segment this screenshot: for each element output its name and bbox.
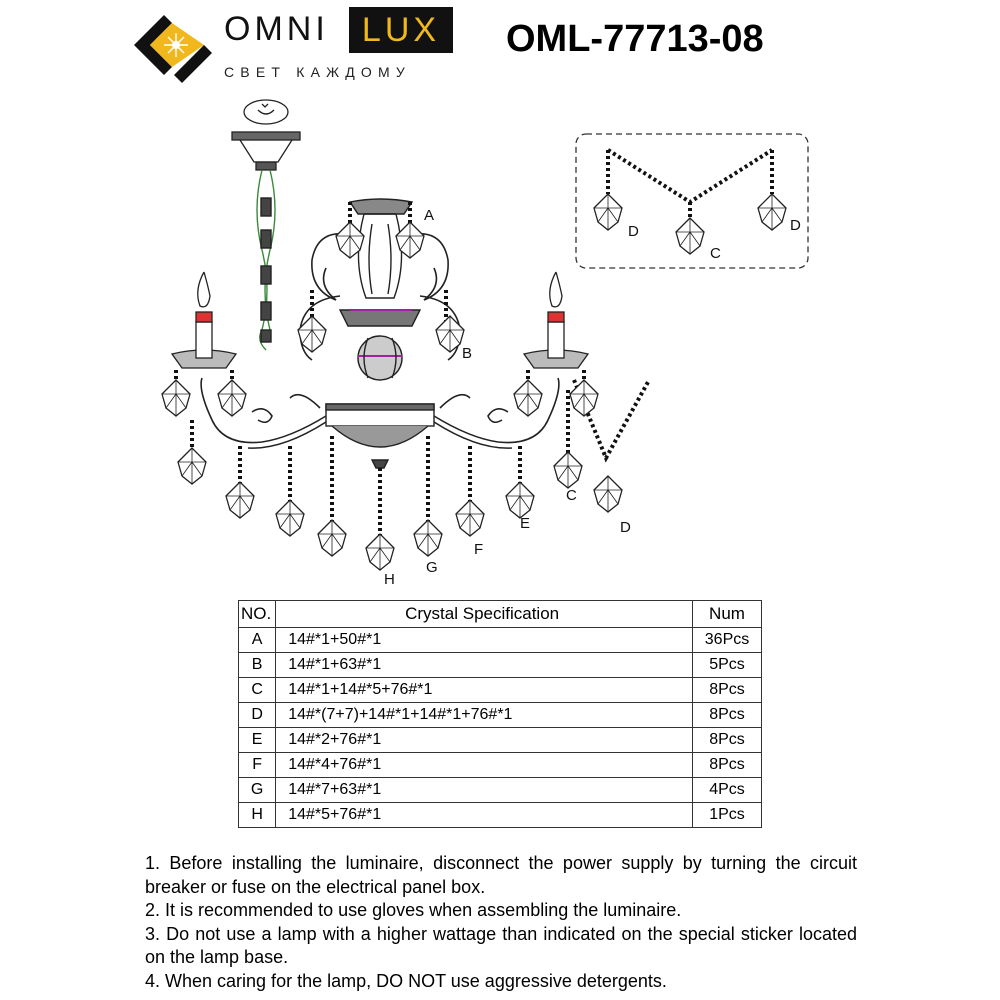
candle-right bbox=[524, 272, 588, 368]
row-no: E bbox=[239, 728, 276, 753]
row-num: 36Pcs bbox=[693, 628, 762, 653]
row-num: 1Pcs bbox=[693, 803, 762, 828]
candle-left bbox=[172, 272, 236, 368]
header-no: NO. bbox=[239, 601, 276, 628]
note-item: 4. When caring for the lamp, DO NOT use aggressive detergents. bbox=[145, 970, 667, 991]
model-number: OML-77713-08 bbox=[506, 18, 764, 60]
table-row bbox=[239, 653, 762, 678]
label-d: D bbox=[620, 519, 631, 536]
brand-name-lux: LUX bbox=[349, 7, 453, 53]
row-spec: 14#*5+76#*1 bbox=[276, 803, 693, 828]
row-no: D bbox=[239, 703, 276, 728]
label-c: C bbox=[566, 487, 577, 504]
row-spec: 14#*2+76#*1 bbox=[276, 728, 693, 753]
brand-tagline: СВЕТ КАЖДОМУ bbox=[224, 64, 411, 80]
row-spec: 14#*1+50#*1 bbox=[276, 628, 693, 653]
label-c-detail: C bbox=[710, 245, 721, 262]
table-row bbox=[239, 753, 762, 778]
label-d-detail-right: D bbox=[790, 217, 801, 234]
label-g: G bbox=[426, 559, 438, 576]
row-spec: 14#*1+14#*5+76#*1 bbox=[276, 678, 693, 703]
header-num: Num bbox=[693, 601, 762, 628]
row-spec: 14#*(7+7)+14#*1+14#*1+76#*1 bbox=[276, 703, 693, 728]
crystal-spec-table bbox=[238, 600, 762, 828]
table-header-row bbox=[239, 601, 762, 628]
crystal-drops bbox=[162, 194, 786, 570]
note-item: 2. It is recommended to use gloves when assembling the luminaire. bbox=[145, 900, 682, 920]
table-row bbox=[239, 703, 762, 728]
row-spec: 14#*1+63#*1 bbox=[276, 653, 693, 678]
row-no: F bbox=[239, 753, 276, 778]
row-num: 8Pcs bbox=[693, 753, 762, 778]
row-no: A bbox=[239, 628, 276, 653]
table-row bbox=[239, 728, 762, 753]
row-num: 8Pcs bbox=[693, 678, 762, 703]
table-row bbox=[239, 778, 762, 803]
row-num: 5Pcs bbox=[693, 653, 762, 678]
ceiling-canopy bbox=[232, 100, 300, 170]
table-row bbox=[239, 803, 762, 828]
chandelier-drawing bbox=[0, 90, 1000, 590]
table-row bbox=[239, 628, 762, 653]
label-h: H bbox=[384, 571, 395, 588]
installation-notes bbox=[145, 852, 857, 993]
row-no: H bbox=[239, 803, 276, 828]
header-spec: Crystal Specification bbox=[276, 601, 693, 628]
label-d-detail-left: D bbox=[628, 223, 639, 240]
note-item: 1. Before installing the luminaire, disconnect the power supply by turning the circuit breaker or fuse on the electrical panel box. bbox=[145, 853, 857, 897]
omnilux-logo-icon bbox=[128, 6, 218, 84]
table-row bbox=[239, 678, 762, 703]
row-num: 8Pcs bbox=[693, 703, 762, 728]
row-no: C bbox=[239, 678, 276, 703]
label-a: A bbox=[424, 207, 435, 224]
label-e: E bbox=[520, 515, 531, 532]
note-item: 3. Do not use a lamp with a higher wattage than indicated on the special sticker located on the lamp base. bbox=[145, 923, 857, 967]
label-f: F bbox=[474, 541, 484, 558]
brand-name-omni: OMNI bbox=[224, 10, 329, 48]
row-spec: 14#*7+63#*1 bbox=[276, 778, 693, 803]
row-spec: 14#*4+76#*1 bbox=[276, 753, 693, 778]
hanging-chain bbox=[257, 170, 275, 350]
label-b: B bbox=[462, 345, 473, 362]
row-no: B bbox=[239, 653, 276, 678]
row-no: G bbox=[239, 778, 276, 803]
row-num: 8Pcs bbox=[693, 728, 762, 753]
row-num: 4Pcs bbox=[693, 778, 762, 803]
